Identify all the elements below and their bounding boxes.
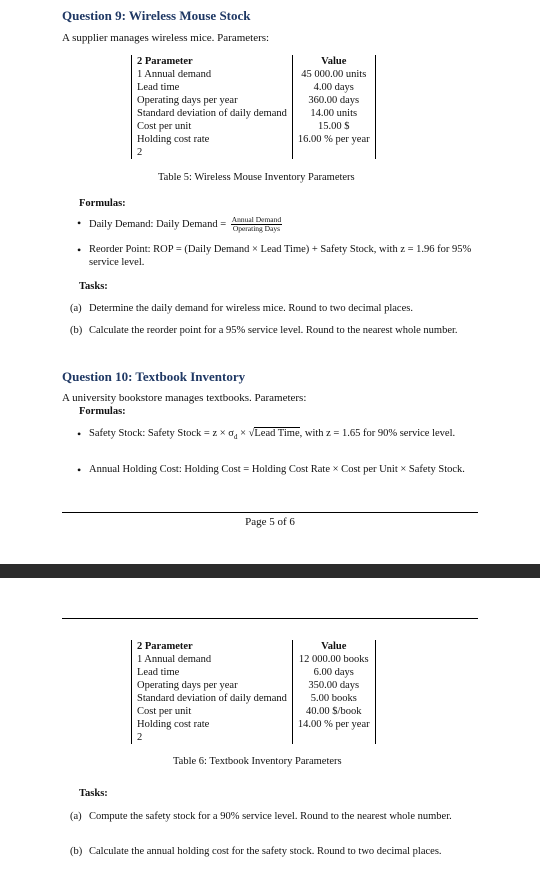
fraction-numerator: Annual Demand (231, 215, 282, 224)
task-a (70, 302, 480, 315)
table-row (132, 692, 376, 705)
formula-safety-stock (89, 427, 479, 442)
parameter-cell: 1 Annual demand (132, 68, 293, 81)
page-number: Page 5 of 6 (245, 516, 295, 528)
task-label: (a) (70, 811, 82, 822)
task-text: Determine the daily demand for wireless mice. Round to two decimal places. (89, 303, 413, 314)
formula-text: Daily Demand: Daily Demand = (89, 218, 227, 230)
value-cell: 45 000.00 units (292, 68, 375, 81)
parameter-cell: Operating days per year (132, 679, 293, 692)
parameter-cell: 2 (132, 731, 293, 744)
question-10-title: Question 10: Textbook Inventory (62, 369, 246, 384)
value-cell: 350.00 days (292, 679, 375, 692)
fraction-denominator: Operating Days (232, 224, 281, 233)
value-cell (292, 731, 375, 744)
parameter-cell: Holding cost rate (132, 718, 293, 731)
table-header-row (132, 640, 376, 653)
value-cell: 5.00 books (292, 692, 375, 705)
page-6 (0, 578, 540, 881)
parameter-cell: Cost per unit (132, 120, 293, 133)
table-row (132, 133, 376, 146)
table-row (132, 653, 376, 666)
table-row (132, 81, 376, 94)
header-rule (62, 618, 478, 619)
header-value: Value (292, 55, 375, 68)
parameter-cell: Holding cost rate (132, 133, 293, 146)
formulas-heading: Formulas: (79, 198, 126, 209)
formula-reorder-point: • Reorder Point: ROP = (Daily Demand × Lead Time) + Safety Stock, with z = 1.96 for 95% service level. (89, 243, 479, 269)
table-row (132, 705, 376, 718)
task-label: (b) (70, 846, 83, 857)
task-text: Calculate the reorder point for a 95% service level. Round to the nearest whole number. (89, 325, 458, 336)
table-row (132, 94, 376, 107)
value-cell: 360.00 days (292, 94, 375, 107)
table-row (132, 146, 376, 159)
formula-daily-demand (89, 216, 479, 233)
table-6-caption: Table 6: Textbook Inventory Parameters (173, 756, 342, 767)
value-cell: 14.00 units (292, 107, 375, 120)
table-row (132, 68, 376, 81)
table-row (132, 120, 376, 133)
parameter-cell: Lead time (132, 81, 293, 94)
formula-subscript: d (233, 433, 238, 442)
table-row (132, 679, 376, 692)
value-cell: 16.00 % per year (292, 133, 375, 146)
parameter-cell: Operating days per year (132, 94, 293, 107)
header-value: Value (292, 640, 375, 653)
table-row (132, 731, 376, 744)
formulas-heading: Formulas: (79, 406, 126, 417)
parameters-table-5 (131, 55, 376, 159)
tasks-heading: Tasks: (79, 281, 108, 292)
parameter-cell: Standard deviation of daily demand (132, 692, 293, 705)
task-label: (a) (70, 303, 82, 314)
value-cell (292, 146, 375, 159)
value-cell: 4.00 days (292, 81, 375, 94)
formula-text: , with z = 1.65 for 90% service level. (299, 428, 456, 439)
question-9-title: Question 9: Wireless Mouse Stock (62, 8, 251, 23)
tasks-heading: Tasks: (79, 788, 108, 799)
footer-rule (62, 512, 478, 513)
header-parameter: 2 Parameter (132, 55, 293, 68)
question-10-intro: A university bookstore manages textbooks. Parameters: (62, 392, 307, 404)
radicand: Lead Time (254, 428, 300, 439)
task-text: Compute the safety stock for a 90% service level. Round to the nearest whole number. (89, 811, 452, 822)
table-row (132, 666, 376, 679)
table-row (132, 107, 376, 120)
parameter-cell: 1 Annual demand (132, 653, 293, 666)
task-label: (b) (70, 325, 83, 336)
fraction (231, 216, 282, 233)
task-b (70, 324, 480, 337)
table-header-row (132, 55, 376, 68)
page-separator (0, 564, 540, 578)
parameter-cell: Cost per unit (132, 705, 293, 718)
task-a (70, 810, 480, 823)
parameter-cell: 2 (132, 146, 293, 159)
value-cell: 15.00 $ (292, 120, 375, 133)
table-row (132, 718, 376, 731)
formula-holding-cost: • Annual Holding Cost: Holding Cost = Holding Cost Rate × Cost per Unit × Safety Stock. (89, 463, 479, 476)
question-9-intro: A supplier manages wireless mice. Parameters: (62, 32, 270, 44)
parameter-cell: Lead time (132, 666, 293, 679)
formula-text: Safety Stock: Safety Stock = z × σ (89, 428, 234, 439)
table-5-caption: Table 5: Wireless Mouse Inventory Parameters (158, 172, 355, 183)
value-cell: 40.00 $/book (292, 705, 375, 718)
task-text: Calculate the annual holding cost for the safety stock. Round to two decimal places. (89, 846, 442, 857)
parameters-table-6 (131, 640, 376, 744)
value-cell: 6.00 days (292, 666, 375, 679)
parameter-cell: Standard deviation of daily demand (132, 107, 293, 120)
header-parameter: 2 Parameter (132, 640, 293, 653)
formula-text: × √ (237, 428, 255, 439)
value-cell: 14.00 % per year (292, 718, 375, 731)
task-b (70, 845, 480, 858)
value-cell: 12 000.00 books (292, 653, 375, 666)
